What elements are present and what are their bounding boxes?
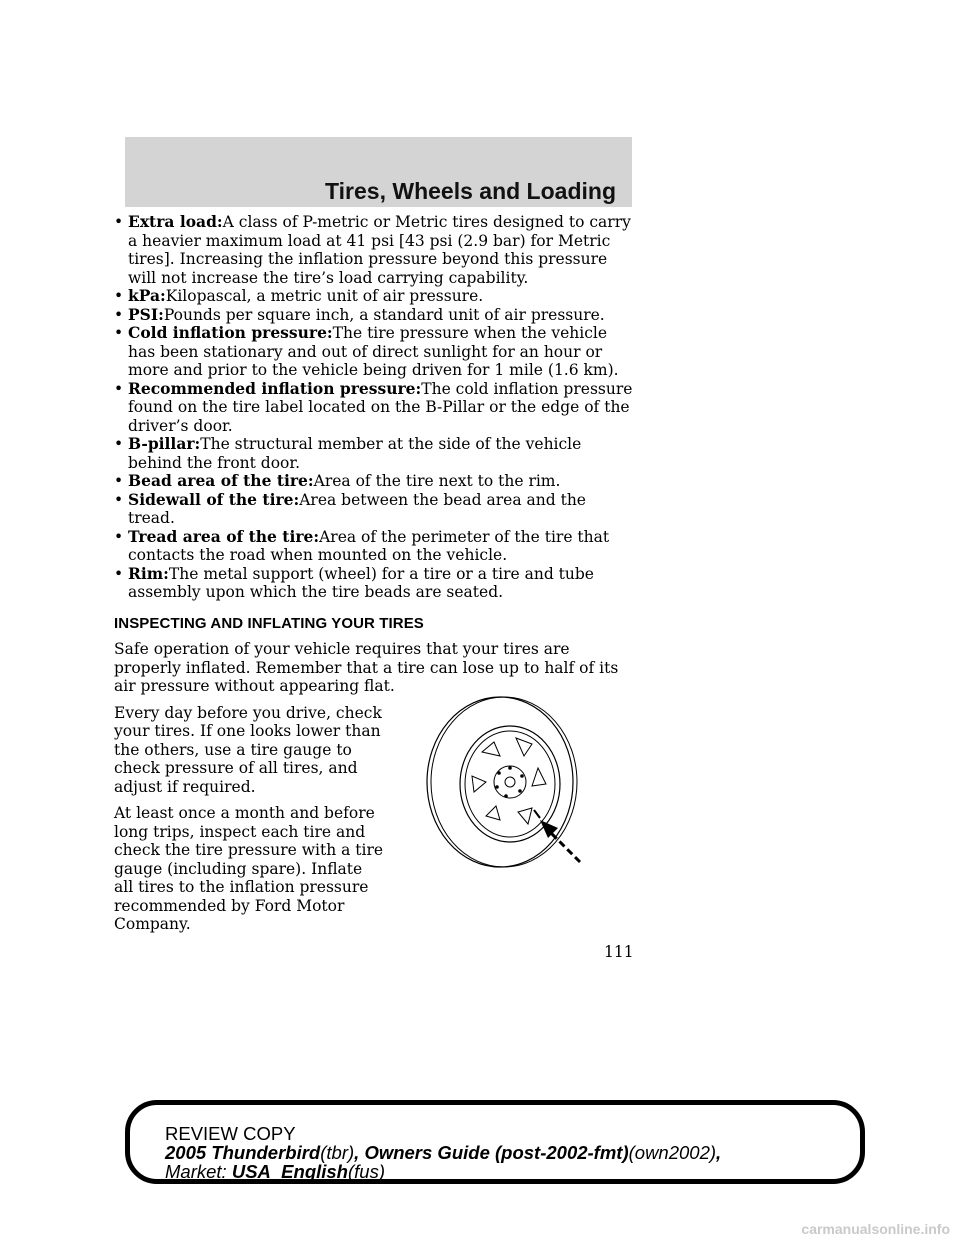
footer-text xyxy=(165,1124,721,1181)
definition-text: The cold inflation pressure found on the tire label located on the B-Pillar or the edge of the driver’s door. xyxy=(128,379,633,435)
bullet-icon: • xyxy=(114,287,124,305)
review-copy-label: REVIEW COPY xyxy=(165,1123,296,1144)
definition-term: Cold inflation pressure: xyxy=(128,323,333,342)
definition-term: Extra load: xyxy=(128,212,223,231)
bullet-icon: • xyxy=(114,472,124,490)
definition-term: Bead area of the tire: xyxy=(128,471,314,490)
bullet-icon: • xyxy=(114,435,124,453)
definition-item xyxy=(114,565,634,602)
bullet-icon: • xyxy=(114,305,124,324)
definition-term: Recommended inflation pressure: xyxy=(128,378,422,398)
definition-term: kPa: xyxy=(128,286,166,305)
definition-term: B-pillar: xyxy=(128,434,201,453)
bullet-icon: • xyxy=(114,324,124,342)
definition-item xyxy=(114,213,634,287)
definition-item xyxy=(114,472,634,491)
definition-item xyxy=(114,435,634,472)
definition-text: The metal support (wheel) for a tire or a tire and tube assembly upon which the tire beads are seated. xyxy=(128,564,594,601)
paragraph: At least once a month and before long trips, inspect each tire and check the tire pressure with a tire gauge (including spare). Inflate all tires to the inflation pressure recommended by Ford Motor Company. xyxy=(114,804,384,933)
definition-item xyxy=(114,324,634,380)
bullet-icon: • xyxy=(114,527,124,546)
definition-term: Sidewall of the tire: xyxy=(128,489,300,509)
bullet-icon: • xyxy=(114,564,124,583)
market-info: Market: USA_English(fus) xyxy=(165,1161,385,1182)
paragraph: Safe operation of your vehicle requires that your tires are properly inflated. Remember that a tire can lose up to half of its air pressure without appearing flat. xyxy=(114,640,619,695)
bullet-icon: • xyxy=(114,379,124,398)
watermark: carmanualsonline.info xyxy=(801,1221,950,1237)
definition-item xyxy=(114,528,634,565)
document-info: 2005 Thunderbird(tbr), Owners Guide (post-2002-fmt)(own2002), xyxy=(165,1142,722,1163)
header-band xyxy=(125,137,632,207)
definition-text: Area between the bead area and the tread. xyxy=(128,490,586,527)
definition-text: Kilopascal, a metric unit of air pressure. xyxy=(165,287,484,305)
definition-list xyxy=(114,213,634,602)
definition-text: Area of the tire next to the rim. xyxy=(313,472,561,490)
definition-text: The tire pressure when the vehicle has been stationary and out of direct sunlight for an hour or more and prior to the vehicle being driven for 1 mile (1.6 km). xyxy=(128,324,619,379)
section-heading: INSPECTING AND INFLATING YOUR TIRES xyxy=(114,614,424,632)
tire-wheel-valve-stem-icon xyxy=(420,692,595,877)
definition-text: Area of the perimeter of the tire that contacts the road when mounted on the vehicle. xyxy=(128,527,610,564)
definition-term: PSI: xyxy=(128,304,164,324)
definition-item xyxy=(114,491,634,528)
definition-text: Pounds per square inch, a standard unit of air pressure. xyxy=(163,305,605,324)
definition-text: The structural member at the side of the vehicle behind the front door. xyxy=(128,435,582,472)
section-title: Tires, Wheels and Loading xyxy=(325,178,616,204)
paragraph: Every day before you drive, check your tires. If one looks lower than the others, use a tire gauge to check pressure of all tires, and adjust if required. xyxy=(114,703,382,796)
definition-item xyxy=(114,306,634,325)
page-number: 111 xyxy=(604,943,634,961)
definition-item xyxy=(114,380,634,436)
definition-term: Tread area of the tire: xyxy=(128,526,320,546)
bullet-icon: • xyxy=(114,213,124,231)
definition-item xyxy=(114,287,634,306)
definition-term: Rim: xyxy=(128,563,169,583)
definition-text: A class of P-metric or Metric tires designed to carry a heavier maximum load at 41 psi [43 psi (2.9 bar) for Metric tires]. Increasing the inflation pressure beyond this pressure will not increase the tire’s load carrying capability. xyxy=(128,213,631,287)
bullet-icon: • xyxy=(114,490,124,509)
